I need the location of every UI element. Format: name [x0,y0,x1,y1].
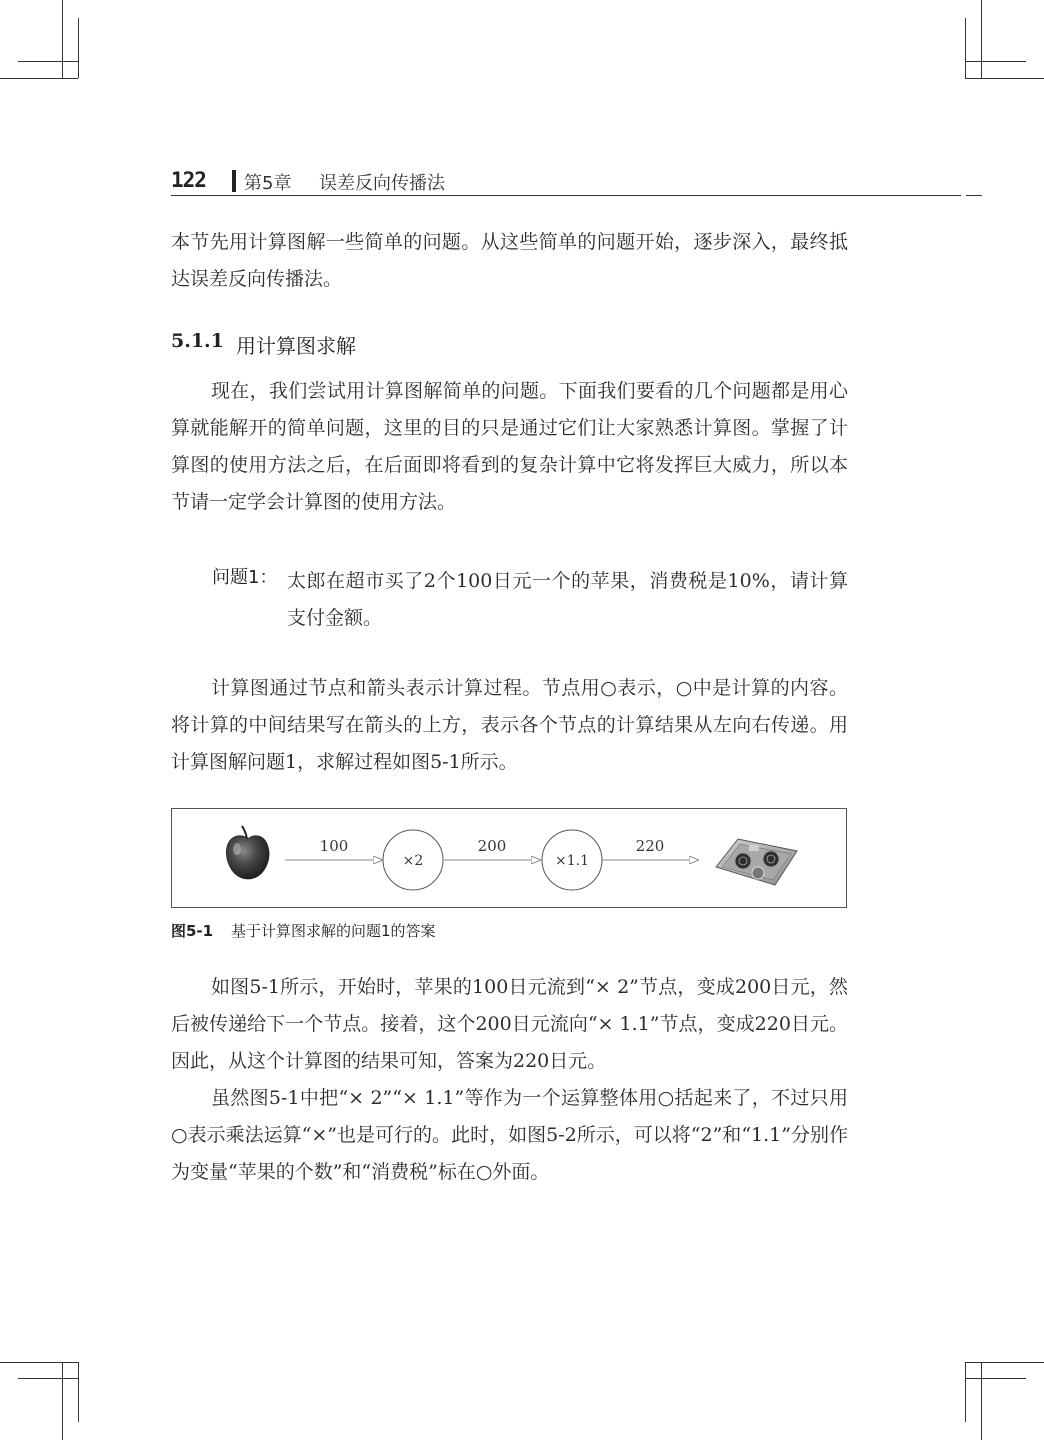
crop-mark [78,18,79,78]
figure-caption-text: 基于计算图求解的问题1的答案 [231,922,436,940]
crop-mark [965,18,966,78]
coin-tray-icon [716,839,797,885]
page-number: 122 [171,168,206,192]
crop-mark [0,78,78,79]
header-rule-tail [966,195,982,196]
paragraph-2: 计算图通过节点和箭头表示计算过程。节点用○表示，○中是计算的内容。将计算的中间结果写在箭头的上方，表示各个节点的计算结果从左向右传递。用计算图解问题1，求解过程如图5-1所示。 [171,677,848,773]
apple-icon [226,826,269,879]
crop-mark [981,1362,982,1440]
header-rule [171,195,961,196]
crop-mark [965,1362,966,1422]
crop-mark [966,1378,1026,1379]
problem-label: 问题1： [212,567,278,588]
problem-text: 太郎在超市买了2个100日元一个的苹果，消费税是10%，请计算支付金额。 [287,570,848,629]
section-number: 5.1.1 [171,330,224,352]
crop-mark [62,0,63,78]
crop-mark [18,1378,78,1379]
figure-caption-number: 图5-1 [171,922,214,940]
edge-label-220: 220 [635,837,665,855]
edge-label-100: 100 [319,837,349,855]
crop-mark [966,61,1026,62]
paragraph-4: 虽然图5-1中把“× 2”“× 1.1”等作为一个运算整体用○括起来了，不过只用○表示乘法运算“×”也是可行的。此时，如图5-2所示，可以将“2”和“1.1”分别作为变量“苹果的个数”和“消费税”标在○外面。 [171,1087,848,1183]
section-title: 用计算图求解 [236,334,356,358]
computational-graph [172,809,848,909]
edge-label-200: 200 [477,837,507,855]
node-label-x1-1: ×1.1 [555,853,589,869]
paragraph-3: 如图5-1所示，开始时，苹果的100日元流到“× 2”节点，变成200日元，然后被传递给下一个节点。接着，这个200日元流向“× 1.1”节点，变成220日元。因此，从这个计算图的结果可知，答案为220日元。 [171,976,848,1072]
crop-mark [981,0,982,78]
crop-mark [78,1362,79,1422]
intro-paragraph: 本节先用计算图解一些简单的问题。从这些简单的问题开始，逐步深入，最终抵达误差反向传播法。 [171,231,848,290]
chapter-label: 第5章 [244,173,292,194]
header-divider [232,170,236,192]
crop-mark [62,1362,63,1440]
chapter-title: 误差反向传播法 [319,173,445,194]
figure-5-1 [171,808,847,908]
crop-mark [965,1362,1044,1363]
crop-mark [18,61,78,62]
crop-mark [965,78,1044,79]
node-label-x2: ×2 [402,853,424,869]
paragraph-1: 现在，我们尝试用计算图解简单的问题。下面我们要看的几个问题都是用心算就能解开的简单问题，这里的目的只是通过它们让大家熟悉计算图。掌握了计算图的使用方法之后，在后面即将看到的复杂计算中它将发挥巨大威力，所以本节请一定学会计算图的使用方法。 [171,380,848,513]
crop-mark [0,1362,78,1363]
